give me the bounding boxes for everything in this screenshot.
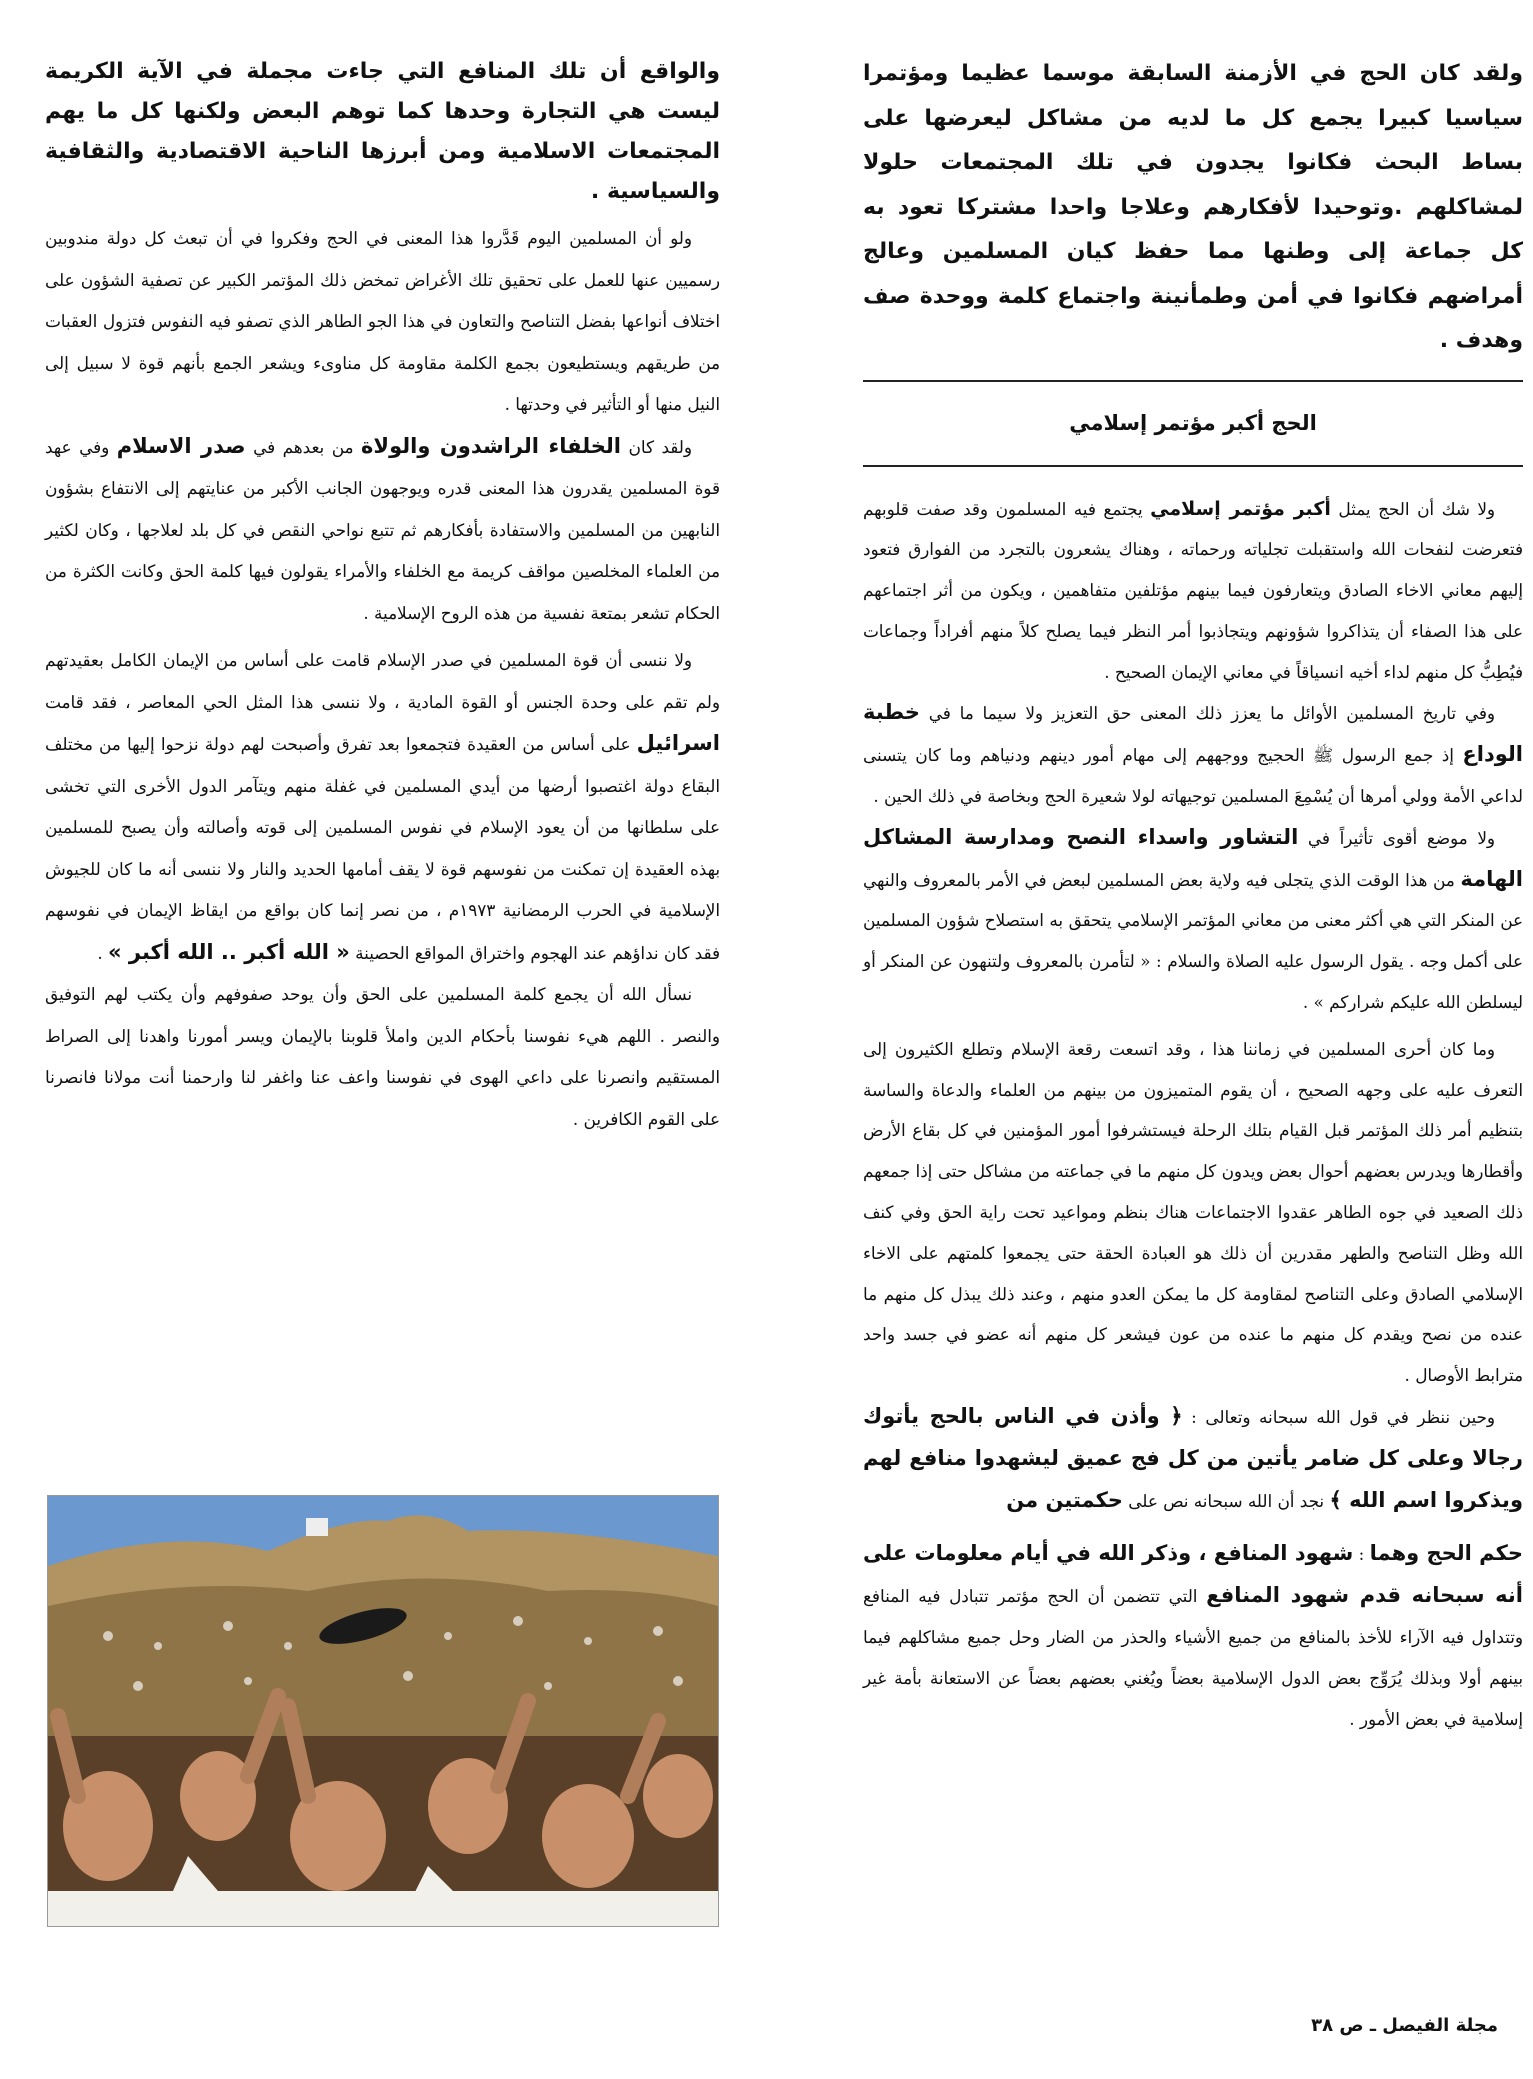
bold-phrase: الخلفاء الراشدون والولاة [361, 433, 622, 458]
left-paragraph-3 [45, 640, 720, 974]
bold-phrase: صدر الاسلام [116, 433, 246, 458]
bold-phrase: شهود المنافع ، وذكر الله في أيام معلومات على أنه سبحانه قدم شهود المنافع [863, 1541, 1524, 1608]
bold-phrase: التشاور واسداء النصح ومدارسة المشاكل الهامة [863, 824, 1523, 891]
text: ولا موضع أقوى تأثيراً في [1298, 827, 1495, 848]
bold-phrase: « الله أكبر .. الله أكبر » [108, 939, 350, 964]
heading-rule-bottom [863, 465, 1523, 467]
right-paragraph-4: وما كان أحرى المسلمين في زماننا هذا ، وقد اتسعت رقعة الإسلام وتطلع الكثيرون إلى التعرف عليه على وجهه الصحيح ، أن يقوم المتميزون من بينهم من العلماء والدعاة والساسة بتنظيم أمر ذلك المؤتمر قبل القيام بتلك الرحلة فيستشرفوا أمور المؤمنين في كل بقاع الأرض وأقطارها ويدرس بعضهم أحوال بعض ويدون كل منهم ما في جماعته من مشاكل حتى إذا جمعهم ذلك الصعيد في جوه الطاهر عقدوا الاجتماعات هناك بنظم ومواعيد تحت راية الحق وفي كنف الله وظل التناصح والطهر مقدرين أن ذلك هو العبادة الحقة حتى يجمعوا كلمتهم على الاخاء الإسلامي الصادق وعلى التناصح لمقاومة كل ما يمكن العدو منهم ، وعند ذلك يبذل كل منهم ما عنده من نصح ويقدم كل منهم ما عنده من عون فيشعر كل منهم أنه عضو في جسد واحد مترابط الأوصال . [863, 1038, 1523, 1386]
left-paragraph-2 [45, 426, 720, 635]
right-paragraph-5 [863, 1396, 1523, 1521]
text: : [1353, 1544, 1370, 1565]
bold-phrase: اسرائيل [636, 731, 720, 755]
quran-verse: ﴿ وأذن في الناس بالحج يأتوك رجالا وعلى كل ضامر يأتين من كل فج عميق ليشهدوا منافع لهم ويذكروا اسم الله ﴾ [863, 1404, 1523, 1512]
text: نجد أن الله سبحانه نص على [1122, 1490, 1330, 1511]
left-intro-paragraph: والواقع أن تلك المنافع التي جاءت مجملة في الآية الكريمة ليست هي التجارة وحدها كما توهم البعض ولكنها كل ما يهم المجتمعات الاسلامية ومن أبرزها الناحية الاقتصادية والثقافية والسياسية . [45, 59, 720, 204]
text: ولا ننسى أن قوة المسلمين في صدر الإسلام قامت على أساس من الإيمان الكامل بعقيدتهم ولم تقم على وحدة الجنس أو القوة المادية ، ولا ننسى هذا المثل الحي المعاصر ، فقد قامت [45, 650, 720, 712]
text: ولا شك أن الحج يمثل [1330, 498, 1495, 519]
section-heading: الحج أكبر مؤتمر إسلامي [1069, 410, 1317, 435]
left-paragraph-4: نسأل الله أن يجمع كلمة المسلمين على الحق وأن يوحد صفوفهم وأن يكتب لهم التوفيق والنصر . اللهم هيء نفوسنا بأحكام الدين واملأ قلوبنا بالإيمان ويسر أمورنا واهدنا إلى الصراط المستقيم وانصرنا على داعي الهوى في نفوسنا واعف عنا واغفر لنا وارحمنا أنت مولانا فانصرنا على القوم الكافرين . [45, 984, 720, 1129]
right-paragraph-1 [863, 489, 1523, 693]
text: وحين ننظر في قول الله سبحانه وتعالى : [1182, 1407, 1495, 1428]
bold-phrase: حكم الحج وهما [1369, 1541, 1524, 1566]
bold-phrase: أكبر مؤتمر إسلامي [1150, 497, 1331, 520]
text: . [97, 942, 108, 963]
left-paragraph-1: ولو أن المسلمين اليوم قَدَّروا هذا المعنى في الحج وفكروا في أن تبعث كل دولة مندوبين رسميين عنها للعمل على تحقيق تلك الأغراض تمخض ذلك المؤتمر الكبير عن تصفية الشؤون على اختلاف أنواعها بفضل التناصح والتعاون في هذا الجو الطاهر الذي تصفو فيه النفوس فتزول العقبات من طريقهم ويستطيعون بجمع الكلمة مقاومة كل مناوىء ويشعر الجمع بأنهم قوة لا سبيل إلى النيل منها أو التأثير في وحدتها . [45, 228, 720, 414]
text: من هذا الوقت الذي يتجلى فيه ولاية بعض المسلمين لبعض في الأمر بالمعروف والنهي عن المنكر التي هي أكثر معنى من معاني المؤتمر الإسلامي يتحقق به استصلاح شؤون المسلمين على أكمل وجه . يقول الرسول عليه الصلاة والسلام : « لتأمرن بالمعروف ولتنهون عن المنكر أو ليسلطن الله عليكم شراركم » . [863, 869, 1523, 1013]
page-footer: مجلة الفيصل ـ ص ٣٨ [1311, 2015, 1498, 2036]
bold-phrase: حكمتين من [1006, 1487, 1123, 1512]
right-paragraph-2 [863, 692, 1523, 816]
right-paragraph-3 [863, 817, 1523, 1023]
bold-phrase: خطبة الوداع [863, 700, 1523, 767]
text: وفي تاريخ المسلمين الأوائل ما يعزز ذلك المعنى حق التعزيز ولا سيما ما في [919, 703, 1495, 724]
text: يجتمع فيه المسلمون وقد صفت قلوبهم فتعرضت لنفحات الله واستقبلت تجلياته ورحماته ، وهناك يشعرون بالتجرد من الفوارق فتعود إليهم معاني الاخاء الصادق ويتعارفون فيما بينهم مؤتلفين متفاهمين ، ويكون من أثر اجتماعهم على هذا الصفاء أن يتذاكروا شؤونهم ويتجاذبوا أمر النظر فيما يصلح كلاً منهم أفراداً وجماعات فيُطِبُّ كل منهم لداء أخيه انسياقاً في معاني الإيمان الصحيح . [863, 498, 1523, 682]
text: على أساس من العقيدة فتجمعوا بعد تفرق وأصبحت لهم دولة نزحوا إليها من مختلف البقاع دولة اغتصبوا أرضها من أيدي المسلمين في غفلة منهم ويتآمر الدول الأخرى التي تخشى على سلطانها من أن يعود الإسلام في نفوس المسلمين إلى قوته وأصالته وأن يصبح للمسلمين بهذه العقيدة إن تمكنت من نفوسهم قوة لا يقف أمامها الحديد والنار ولا ننسى أنه ما كان للجيوش الإسلامية في الحرب الرمضانية ١٩٧٣م ، من نصر إنما كان بواقع من ايقاظ الإيمان في نفوسهم فقد كان نداؤهم عند الهجوم واختراق المواقع الحصينة [45, 734, 720, 963]
right-intro-paragraph: ولقد كان الحج في الأزمنة السابقة موسما عظيما ومؤتمرا سياسيا كبيرا يجمع كل ما لديه من مشاكل ليعرضها على بساط البحث فكانوا يجدون في تلك المجتمعات حلولا لمشاكلهم .وتوحيدا لأفكارهم وعلاجا واحدا مشتركا تعود به كل جماعة إلى وطنها مما حفظ كيان المسلمين وعالج أمراضهم فكانوا في أمن وطمأنينة واجتماع كلمة ووحدة صف وهدف . [863, 61, 1523, 353]
left-column [45, 52, 720, 1140]
text: التي تتضمن أن الحج مؤتمر تتبادل فيه المنافع وتتداول فيه الآراء للأخذ بالمنافع من جميع الأشياء والحذر من الضار وحل جميع مشاكلهم فيما بينهم أولا وبذلك يُرَوِّج بعض الدول الإسلامية بعضاً ويُغني بعضهم بعضاً عن الاستعانة بأمة غير إسلامية في بعض الأمور . [863, 1586, 1523, 1729]
text: وفي عهد قوة المسلمين يقدرون هذا المعنى قدره ويوجهون الجانب الأكبر من عنايتهم إلى الانتفاع بشؤون النابهين من المسلمين والاستفادة بأفكارهم ثم تتبع نواحي النقص في كل بلد لعلاجها ، وكان لكثير من العلماء المخلصين مواقف كريمة مع الخلفاء والأمراء يقولون فيها كلمة الحق وكانت الكثرة من الحكام تشعر بمتعة نفسية من هذه الروح الإسلامية . [45, 436, 720, 623]
text: ولقد كان [621, 436, 693, 457]
right-paragraph-6 [863, 1533, 1523, 1739]
pilgrims-illustration [48, 1496, 718, 1926]
text: إذ جمع الرسول ﷺ الحجيج ووجههم إلى مهام أمور دينهم ودنياهم وما كان يتسنى لداعي الأمة وولي أمرها أن يُسْمِعَ المسلمين توجيهاته لولا شعيرة الحج وبخاصة في ذلك الحين . [863, 745, 1523, 807]
pilgrims-photo [47, 1495, 719, 1927]
text: من بعدهم في [245, 436, 362, 457]
